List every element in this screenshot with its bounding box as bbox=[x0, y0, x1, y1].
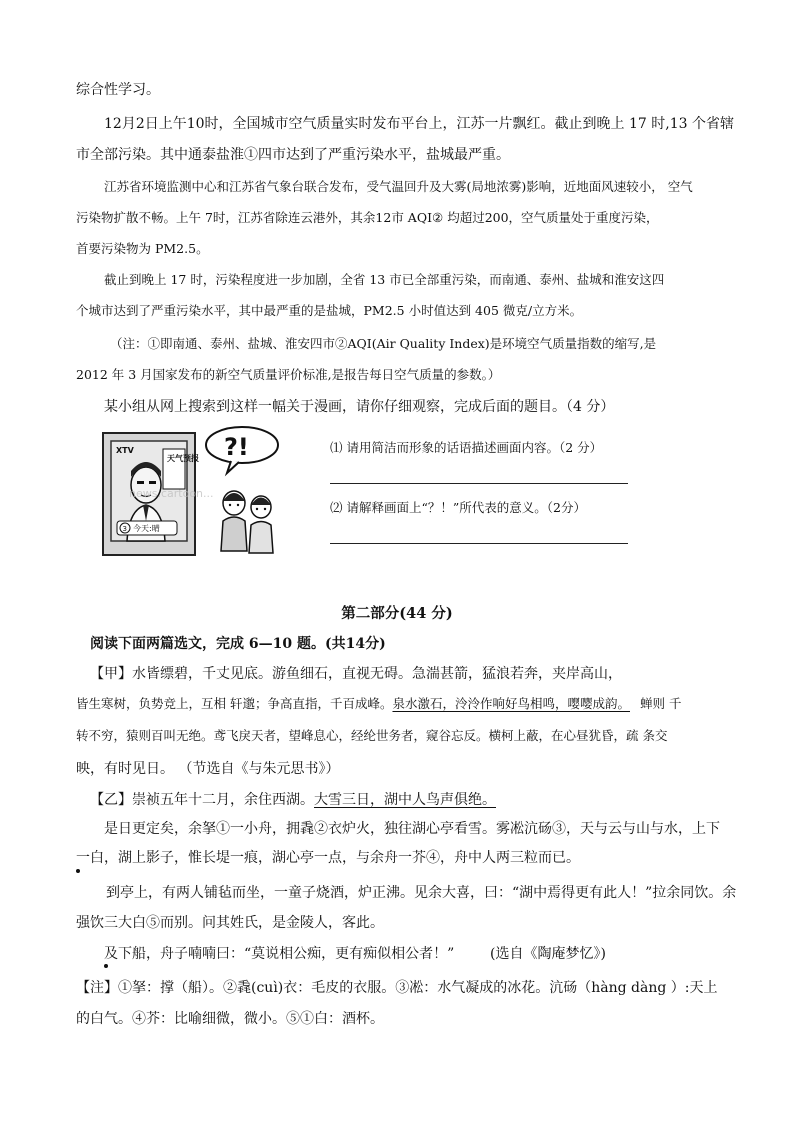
intro-line: 综合性学习。 bbox=[76, 82, 160, 98]
note-line-1: （注：①即南通、泰州、盐城、淮安四市②AQI(Air Quality Index)是环境空气质量指数的缩写,是 bbox=[110, 336, 657, 351]
answer-line-1[interactable] bbox=[330, 483, 628, 484]
passage-yi-line-2: 是日更定矣，余拏①一小舟，拥毳②衣炉火，独往湖心亭看雪。雾凇沆砀③，天与云与山与水，上下 bbox=[104, 821, 720, 837]
cartoon-image bbox=[99, 425, 288, 556]
bubble-marks: ?! bbox=[224, 433, 249, 461]
passage-jia-line-2 bbox=[76, 693, 681, 715]
paragraph-1-line-2: 市全部污染。其中通泰盐淮①四市达到了严重污染水平，盐城最严重。 bbox=[76, 147, 510, 163]
passage-yi-underlined: 大雪三日，湖中人鸟声俱绝。 bbox=[314, 792, 496, 808]
tv-label: XTV bbox=[116, 446, 134, 455]
note-line-2: 2012 年 3 月国家发布的新空气质量评价标准,是报告每日空气质量的参数。） bbox=[76, 367, 501, 382]
paragraph-2-line-1: 江苏省环境监测中心和江苏省气象台联合发布，受气温回升及大雾(局地浓雾)影响，近地面风速较小， 空气 bbox=[104, 179, 693, 194]
passage-jia-line-1: 【甲】水皆缥碧，千丈见底。游鱼细石，直视无碍。急湍甚箭，猛浪若奔，夹岸高山， bbox=[90, 666, 622, 682]
watermark-text: news.cartoon... bbox=[129, 487, 214, 500]
emphasis-dot-2 bbox=[104, 964, 108, 968]
task-instruction: 某小组从网上搜索到这样一幅关于漫画，请你仔细观察，完成后面的题目。（4 分） bbox=[104, 399, 615, 415]
answer-line-2[interactable] bbox=[330, 543, 628, 544]
passage-yi-line-4: 到亭上，有两人铺毡而坐，一童子烧酒，炉正沸。见余大喜，曰：“湖中焉得更有此人！”拉余同饮。余 bbox=[106, 885, 737, 901]
passage-yi-line-6: 及下船，舟子喃喃曰：“莫说相公痴，更有痴似相公者！” bbox=[104, 946, 455, 962]
paragraph-1-line-1: 12月2日上午10时，全国城市空气质量实时发布平台上，江苏一片飘红。截止到晚上 17 时,13 个省辖 bbox=[104, 116, 734, 132]
paragraph-3-line-1: 截止到晚上 17 时，污染程度进一步加剧，全省 13 市已全部重污染，而南通、泰州、盐城和淮安这四 bbox=[104, 272, 665, 287]
passage-jia-line-2c: 蝉则 千 bbox=[640, 696, 682, 711]
caption-number: 3 bbox=[122, 525, 127, 533]
paragraph-3-line-2: 个城市达到了严重污染水平，其中最严重的是盐城，PM2.5 小时值达到 405 微克/立方米。 bbox=[76, 303, 583, 318]
passage-jia-line-3: 转不穷，猿则百叫无绝。鸢飞戾天者，望峰息心，经纶世务者，窥谷忘反。横柯上蔽，在心昼犹昏，疏 条交 bbox=[76, 728, 668, 743]
weather-caption: 今天:晴 bbox=[133, 524, 160, 533]
question-1: ⑴ 请用简洁而形象的话语描述画面内容。（2 分） bbox=[330, 440, 603, 455]
passage-yi-source: (选自《陶庵梦忆》) bbox=[490, 946, 606, 962]
paragraph-2-line-3: 首要污染物为 PM2.5。 bbox=[76, 241, 209, 256]
question-2: ⑵ 请解释画面上“？！”所代表的意义。（2分） bbox=[330, 500, 586, 515]
passage-yi-line-3: 一白，湖上影子，惟长堤一痕，湖心亭一点，与余舟一芥④，舟中人两三粒而已。 bbox=[76, 850, 580, 866]
annotation-line-1: 【注】①拏：撑（船）。②毳(cuì)衣：毛皮的衣服。③凇：水气凝成的冰花。沆砀（hàng dàng ）:天上 bbox=[76, 980, 718, 996]
passage-yi-line-1 bbox=[90, 789, 496, 811]
passage-jia-underlined: 泉水激石，泠泠作响好鸟相鸣，嘤嘤成韵。 bbox=[392, 696, 630, 711]
passage-yi-line-1a: 【乙】崇祯五年十二月，余住西湖。 bbox=[90, 792, 314, 808]
annotation-line-2: 的白气。④芥：比喻细微，微小。⑤①白：酒杯。 bbox=[76, 1011, 384, 1027]
passage-jia-line-2a: 皆生寒树，负势竞上，互相 轩邈；争高直指，千百成峰。 bbox=[76, 696, 393, 711]
section-2-title: 第二部分(44 分) bbox=[341, 605, 453, 622]
reading-instruction: 阅读下面两篇选文，完成 6—10 题。(共14分) bbox=[90, 636, 386, 652]
paragraph-2-line-2: 污染物扩散不畅。上午 7时，江苏省除连云港外，其余12市 AQI② 均超过200，空气质量处于重度污染， bbox=[76, 210, 659, 225]
passage-yi-line-5: 强饮三大白⑤而别。问其姓氏，是金陵人，客此。 bbox=[76, 915, 384, 931]
cartoon-drawing bbox=[99, 425, 288, 556]
passage-jia-line-4: 映，有时见日。 （节选自《与朱元思书》） bbox=[76, 761, 340, 777]
emphasis-dot bbox=[76, 869, 80, 873]
forecast-sign: 天气预报 bbox=[167, 454, 199, 463]
